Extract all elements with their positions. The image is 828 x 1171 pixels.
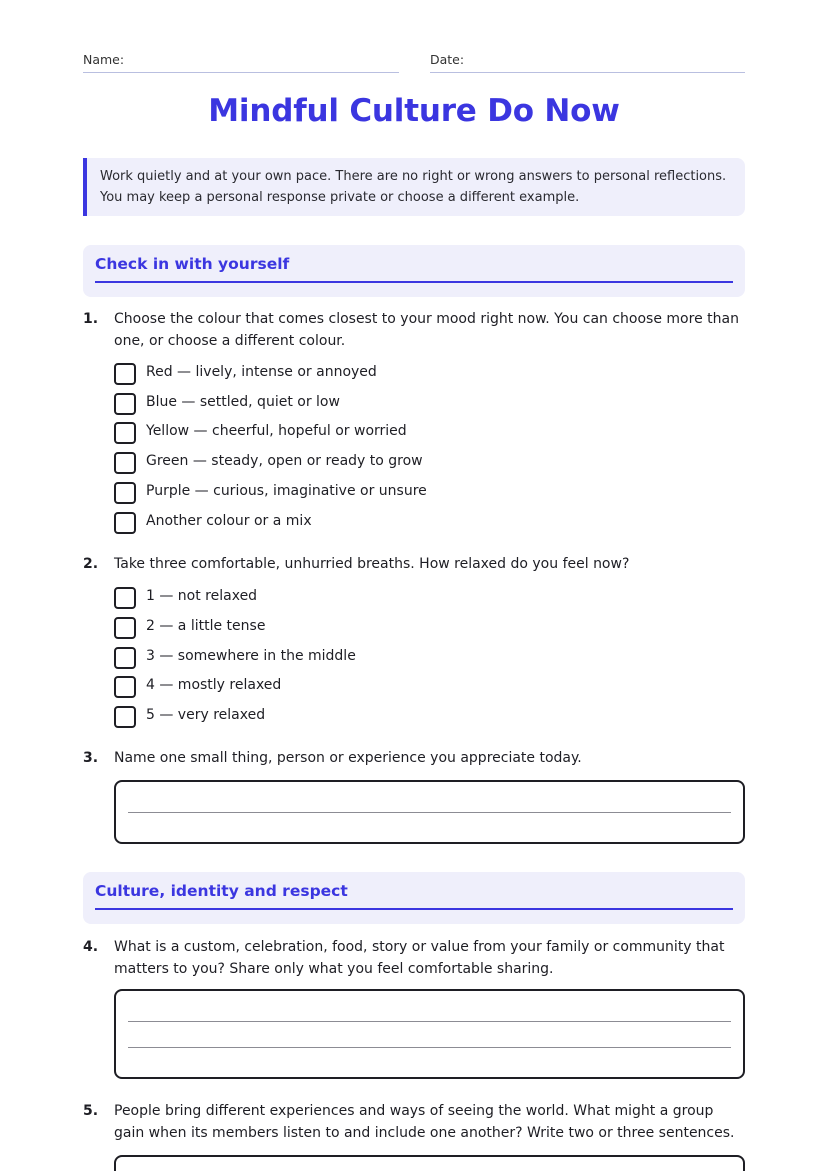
page-title: Mindful Culture Do Now bbox=[208, 93, 620, 129]
answer-line bbox=[128, 1047, 731, 1048]
header-fields bbox=[83, 52, 745, 74]
question-text: What is a custom, celebration, food, story or value from your family or community that matters to you? Share only what you feel comfortable sharing. bbox=[114, 939, 725, 977]
section-divider bbox=[95, 281, 733, 283]
option-label: 3 — somewhere in the middle bbox=[146, 648, 356, 664]
checkbox[interactable] bbox=[114, 482, 136, 504]
question-text: People bring different experiences and ways of seeing the world. What might a group gain when its members listen to and include one another? Write two or three sentences. bbox=[114, 1103, 735, 1141]
section-divider bbox=[95, 908, 733, 910]
checkbox[interactable] bbox=[114, 393, 136, 415]
option-label: 5 — very relaxed bbox=[146, 707, 266, 723]
question-number: 1. bbox=[83, 311, 99, 327]
instructions-callout: Work quietly and at your own pace. There are no right or wrong answers to personal reflections. You may keep a personal response private or choose a different example. bbox=[83, 158, 745, 216]
answer-line bbox=[128, 1021, 731, 1022]
checkbox[interactable] bbox=[114, 452, 136, 474]
option-label: 1 — not relaxed bbox=[146, 588, 258, 604]
name-field[interactable] bbox=[83, 52, 399, 73]
checkbox[interactable] bbox=[114, 512, 136, 534]
option-label: 4 — mostly relaxed bbox=[146, 677, 282, 693]
answer-box-3[interactable] bbox=[114, 780, 745, 844]
question-number: 4. bbox=[83, 939, 99, 955]
question-number: 2. bbox=[83, 556, 99, 572]
question-text: Choose the colour that comes closest to your mood right now. You can choose more than one, or choose a different colour. bbox=[114, 311, 739, 349]
checkbox[interactable] bbox=[114, 647, 136, 669]
checkbox[interactable] bbox=[114, 676, 136, 698]
checkbox[interactable] bbox=[114, 422, 136, 444]
checkbox[interactable] bbox=[114, 363, 136, 385]
option-label: Green — steady, open or ready to grow bbox=[146, 453, 423, 469]
checkbox[interactable] bbox=[114, 706, 136, 728]
question-number: 5. bbox=[83, 1103, 99, 1119]
option-label: Purple — curious, imaginative or unsure bbox=[146, 483, 427, 499]
option-label: 2 — a little tense bbox=[146, 618, 266, 634]
option-label: Another colour or a mix bbox=[146, 513, 312, 529]
question-text: Take three comfortable, unhurried breaths. How relaxed do you feel now? bbox=[114, 556, 630, 572]
date-label: Date: bbox=[430, 52, 465, 67]
option-label: Yellow — cheerful, hopeful or worried bbox=[146, 423, 407, 439]
answer-line bbox=[128, 812, 731, 813]
date-field[interactable] bbox=[430, 52, 745, 73]
section-title: Check in with yourself bbox=[95, 255, 290, 273]
section-title: Culture, identity and respect bbox=[95, 882, 348, 900]
answer-box-4[interactable] bbox=[114, 989, 745, 1079]
option-label: Blue — settled, quiet or low bbox=[146, 394, 340, 410]
checkbox[interactable] bbox=[114, 617, 136, 639]
question-text: Name one small thing, person or experience you appreciate today. bbox=[114, 750, 582, 766]
answer-box-5[interactable] bbox=[114, 1155, 745, 1171]
checkbox[interactable] bbox=[114, 587, 136, 609]
section-header-check-in bbox=[83, 245, 745, 297]
question-number: 3. bbox=[83, 750, 99, 766]
name-label: Name: bbox=[83, 52, 125, 67]
option-label: Red — lively, intense or annoyed bbox=[146, 364, 377, 380]
section-header-culture bbox=[83, 872, 745, 924]
